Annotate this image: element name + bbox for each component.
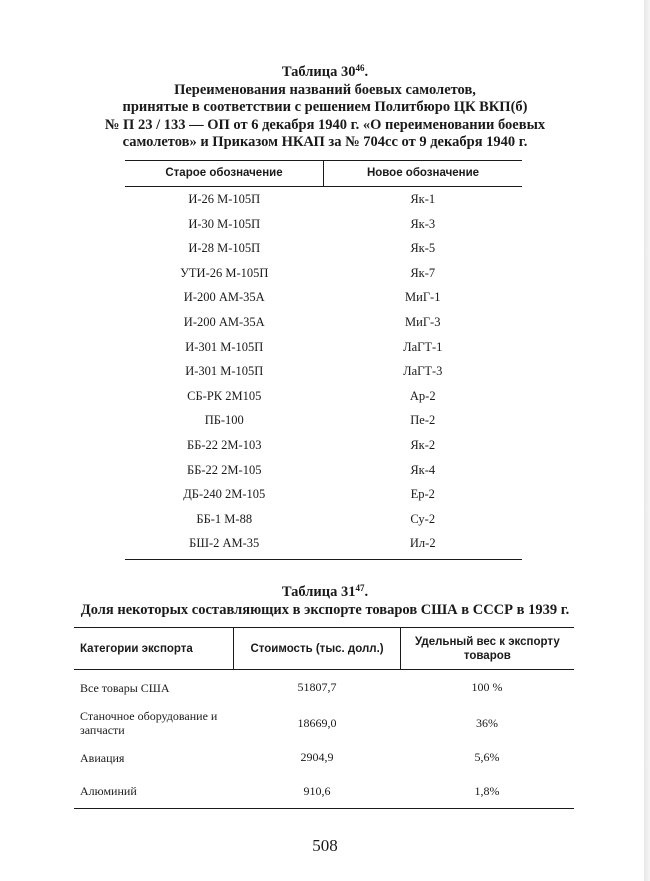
table-row [125,212,522,237]
table-row [125,458,522,483]
old-designation: И-30 М-105П [188,216,261,231]
old-designation: ББ-1 М-88 [196,511,253,526]
export-category: Все товары США [80,680,170,695]
table-row [74,670,574,705]
new-designation: Ер-2 [410,487,435,502]
table30-footnote-ref: 46 [355,63,365,73]
export-category: Станочное оборудование и запчасти [80,709,218,737]
table30-body [125,187,522,559]
old-designation: И-200 АМ-35А [183,290,265,305]
export-value: 910,6 [303,783,331,798]
new-designation: Пе-2 [410,413,436,428]
table31-footnote-ref: 47 [355,583,365,593]
old-designation: УТИ-26 М-105П [180,265,269,280]
table-row [74,774,574,808]
table-row [125,507,522,532]
table-row [125,482,522,507]
table30-caption-line: Переименования названий боевых самолетов, [174,81,476,98]
old-designation: ББ-22 2М-103 [187,437,262,452]
table-row [125,285,522,310]
table30-caption-line: принятые в соответствии с решением Политбюро ЦК ВКП(б) [122,99,528,115]
table-row [74,741,574,774]
export-share: 36% [476,715,498,730]
old-designation: ББ-22 2М-105 [187,462,262,477]
old-designation: БШ-2 АМ-35 [189,536,260,551]
new-designation: МиГ-1 [405,290,441,305]
table30-header-row [125,161,522,187]
table-row [125,335,522,360]
table30-label: Таблица 30 [281,64,356,80]
table-row [125,187,522,212]
export-value: 51807,7 [297,680,337,694]
export-value: 18669,0 [297,715,337,730]
table30-header-new: Новое обозначение [366,167,480,179]
table30 [125,160,522,560]
table-row [125,531,522,556]
old-designation: СБ-РК 2М105 [187,388,262,403]
table30-header-old: Старое обозначение [125,161,324,186]
table30-caption [0,64,650,152]
old-designation: И-26 М-105П [188,192,261,206]
new-designation: Як-2 [410,437,436,452]
table-row [125,408,522,433]
new-designation: Як-4 [410,462,436,477]
old-designation: И-301 М-105П [185,364,264,379]
table-row [125,310,522,335]
old-designation: И-301 М-105П [185,339,264,354]
new-designation: Су-2 [410,511,436,526]
new-designation: ЛаГТ-1 [403,339,443,354]
export-share: 100 % [471,680,503,694]
table31 [74,627,574,809]
new-designation: ЛаГТ-3 [403,364,443,379]
table30-caption-line: № П 23 / 133 — ОП от 6 декабря 1940 г. «О переименовании боевых [104,116,546,133]
table-row [74,705,574,741]
table-row [125,433,522,458]
new-designation: Як-3 [410,216,436,231]
table31-header-row [74,628,574,670]
table30-caption-line: самолетов» и Приказом НКАП за № 704сс от 9 декабря 1940 г. [122,134,528,150]
old-designation: И-200 АМ-35А [183,314,265,329]
table31-label-line: Таблица $31^{47}$. [281,583,369,600]
table30-label-line: Таблица $30^{46}$. [281,63,369,80]
table31-header-share: Удельный вес к экспорту товаров [414,635,560,662]
new-designation: Ил-2 [409,536,436,551]
table31-header-category: Категории экспорта [74,628,234,669]
old-designation: ПБ-100 [204,413,244,428]
table-row [125,261,522,286]
table31-caption [0,584,650,619]
new-designation: Як-7 [410,265,436,280]
export-share: 1,8% [474,783,500,798]
table31-header-value: Стоимость (тыс. долл.) [234,628,400,669]
table-row [125,236,522,261]
table31-caption-line: Доля некоторых составляющих в экспорте товаров США в СССР в 1939 г. [80,601,570,618]
table31-label: Таблица 31 [281,584,356,600]
new-designation: Як-5 [410,241,436,256]
table-row [125,359,522,384]
export-category: Алюминий [80,784,137,798]
export-value: 2904,9 [300,750,334,764]
old-designation: И-28 М-105П [188,241,261,256]
page-number: 508 [312,836,338,855]
old-designation: ДБ-240 2М-105 [183,487,266,502]
export-category: Авиация [80,750,125,765]
table-row [125,384,522,409]
new-designation: МиГ-3 [405,314,441,329]
new-designation: Як-1 [410,192,436,206]
export-share: 5,6% [474,750,500,764]
new-designation: Ар-2 [409,388,436,403]
